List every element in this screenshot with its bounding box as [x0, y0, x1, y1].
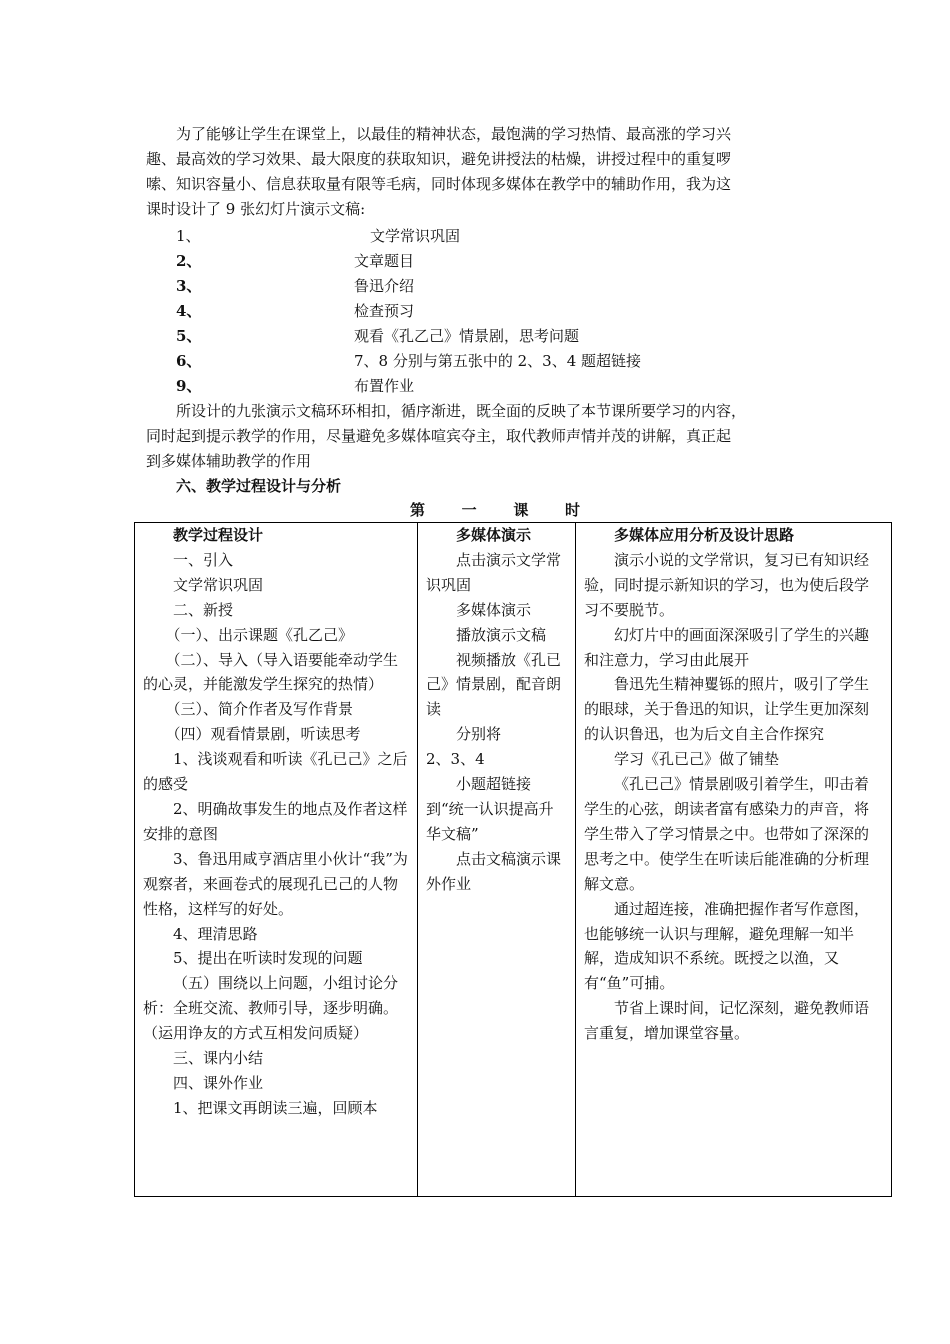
table-cell-line: 点击文稿演示课外作业 — [426, 849, 562, 893]
lesson-period-char: 课 — [513, 501, 529, 519]
table-cell-line: 二、新授 — [173, 600, 234, 619]
lesson-period-heading — [410, 498, 580, 522]
table-cell-line: 3、鲁迅用咸亨酒店里小伙计“我”为观察者，来画卷式的展现孔已己的人物性格，这样写的好处。 — [143, 849, 408, 918]
list-item-text: 布置作业 — [354, 377, 415, 395]
teaching-design-table — [134, 522, 892, 1197]
table-cell-line: 文学常识巩固 — [173, 575, 264, 594]
summary-paragraph-line-3: 到多媒体辅助教学的作用 — [146, 452, 312, 470]
table-cell-line: 通过超连接，准确把握作者写作意图，也能够统一认识与理解，避免理解一知半解，造成知识不系统。既授之以渔，又有“鱼”可捕。 — [584, 899, 870, 993]
list-item-text: 文学常识巩固 — [370, 227, 461, 245]
list-item-number: 3、 — [176, 277, 202, 295]
column-multimedia-demo — [418, 523, 576, 1197]
table-cell-line: 视频播放《孔已己》情景剧，配音朗读 — [426, 650, 562, 719]
list-item-number: 2、 — [176, 252, 202, 270]
list-item-text: 观看《孔乙己》情景剧，思考问题 — [354, 327, 580, 345]
table-cell-line: 多媒体演示 — [456, 600, 532, 619]
column-header: 教学过程设计 — [173, 526, 264, 544]
table-cell-line: 节省上课时间，记忆深刻，避免教师语言重复，增加课堂容量。 — [584, 999, 870, 1043]
column-header: 多媒体演示 — [456, 526, 532, 544]
list-item-text: 7、8 分别与第五张中的 2、3、4 题超链接 — [354, 352, 642, 370]
section-heading: 六、教学过程设计与分析 — [176, 477, 342, 495]
table-row — [135, 523, 892, 1197]
lesson-period-char: 时 — [564, 501, 580, 519]
table-cell-line: （一）、出示课题《孔乙己》 — [165, 625, 354, 644]
column-header: 多媒体应用分析及设计思路 — [614, 526, 795, 544]
list-item-text: 检查预习 — [354, 302, 415, 320]
table-cell-line: 《孔已己》情景剧吸引着学生，叩击着学生的心弦，朗读者富有感染力的声音，将学生带入了学习情景之中。也带如了深深的思考之中。使学生在听读后能准确的分析理解文意。 — [584, 775, 870, 893]
table-cell-line: 鲁迅先生精神矍铄的照片，吸引了学生的眼球，关于鲁迅的知识，让学生更加深刻的认识鲁迅，也为后文自主合作探究 — [584, 675, 870, 744]
table-cell-line: 演示小说的文学常识，复习已有知识经验，同时提示新知识的学习，也为使后段学习不要脱节。 — [584, 550, 870, 619]
table-cell-line: 四、课外作业 — [173, 1073, 264, 1092]
table-cell-line: 小题超链接到“统一认识提高升华文稿” — [426, 775, 554, 843]
table-cell-line: 幻灯片中的画面深深吸引了学生的兴趣和注意力，学习由此展开 — [584, 625, 870, 669]
table-cell-line: 播放演示文稿 — [456, 625, 547, 644]
intro-paragraph-line-4: 课时设计了 9 张幻灯片演示文稿: — [146, 200, 366, 218]
table-cell-line: 一、引入 — [173, 550, 234, 569]
table-cell-line: 1、把课文再朗读三遍，回顾本 — [173, 1098, 378, 1117]
table-cell-line: 三、课内小结 — [173, 1049, 264, 1068]
table-cell-line: 学习《孔已己》做了铺垫 — [614, 750, 780, 769]
table-cell-line: （三）、简介作者及写作背景 — [165, 700, 354, 719]
list-item-number: 5、 — [176, 327, 202, 345]
table-cell-line: 2、明确故事发生的地点及作者这样安排的意图 — [143, 799, 408, 843]
summary-paragraph-line-1: 所设计的九张演示文稿环环相扣，循序渐进，既全面的反映了本节课所要学习的内容， — [176, 402, 747, 420]
intro-paragraph-line-3: 嗦、知识容量小、信息获取量有限等毛病，同时体现多媒体在教学中的辅助作用，我为这 — [146, 175, 732, 193]
list-item-text: 文章题目 — [354, 252, 415, 270]
list-item-number: 9、 — [176, 377, 202, 395]
table-cell-line: 2、3、4 — [426, 750, 485, 769]
table-cell-line: 1、浅谈观看和听读《孔已己》之后的感受 — [143, 750, 408, 794]
lesson-period-char: 第 — [410, 501, 426, 519]
column-teaching-process — [135, 523, 418, 1197]
table-cell-line: 点击演示文学常识巩固 — [426, 550, 562, 594]
summary-paragraph-line-2: 同时起到提示教学的作用，尽量避免多媒体喧宾夺主，取代教师声情并茂的讲解，真正起 — [146, 427, 732, 445]
intro-paragraph-line-1: 为了能够让学生在课堂上，以最佳的精神状态，最饱满的学习热情、最高涨的学习兴 — [176, 125, 732, 143]
table-cell-line: （五）围绕以上问题，小组讨论分析：全班交流、教师引导，逐步明确。（运用诤友的方式互相发问质疑） — [143, 974, 399, 1043]
table-cell-line: （四）观看情景剧，听读思考 — [165, 725, 361, 744]
table-cell-line: 4、理清思路 — [173, 924, 258, 943]
list-item-number: 1、 — [176, 227, 201, 245]
lesson-period-char: 一 — [461, 501, 477, 519]
list-item-number: 4、 — [176, 302, 202, 320]
table-cell-line: 分别将 — [456, 725, 502, 744]
list-item-text: 鲁迅介绍 — [354, 277, 415, 295]
list-item-number: 6、 — [176, 352, 202, 370]
column-analysis — [576, 523, 892, 1197]
table-cell-line: （二）、导入（导入语要能牵动学生的心灵，并能激发学生探究的热情） — [143, 650, 399, 694]
table-cell-line: 5、提出在听读时发现的问题 — [173, 949, 363, 968]
intro-paragraph-line-2: 趣、最高效的学习效果、最大限度的获取知识，避免讲授法的枯燥，讲授过程中的重复啰 — [146, 150, 732, 168]
